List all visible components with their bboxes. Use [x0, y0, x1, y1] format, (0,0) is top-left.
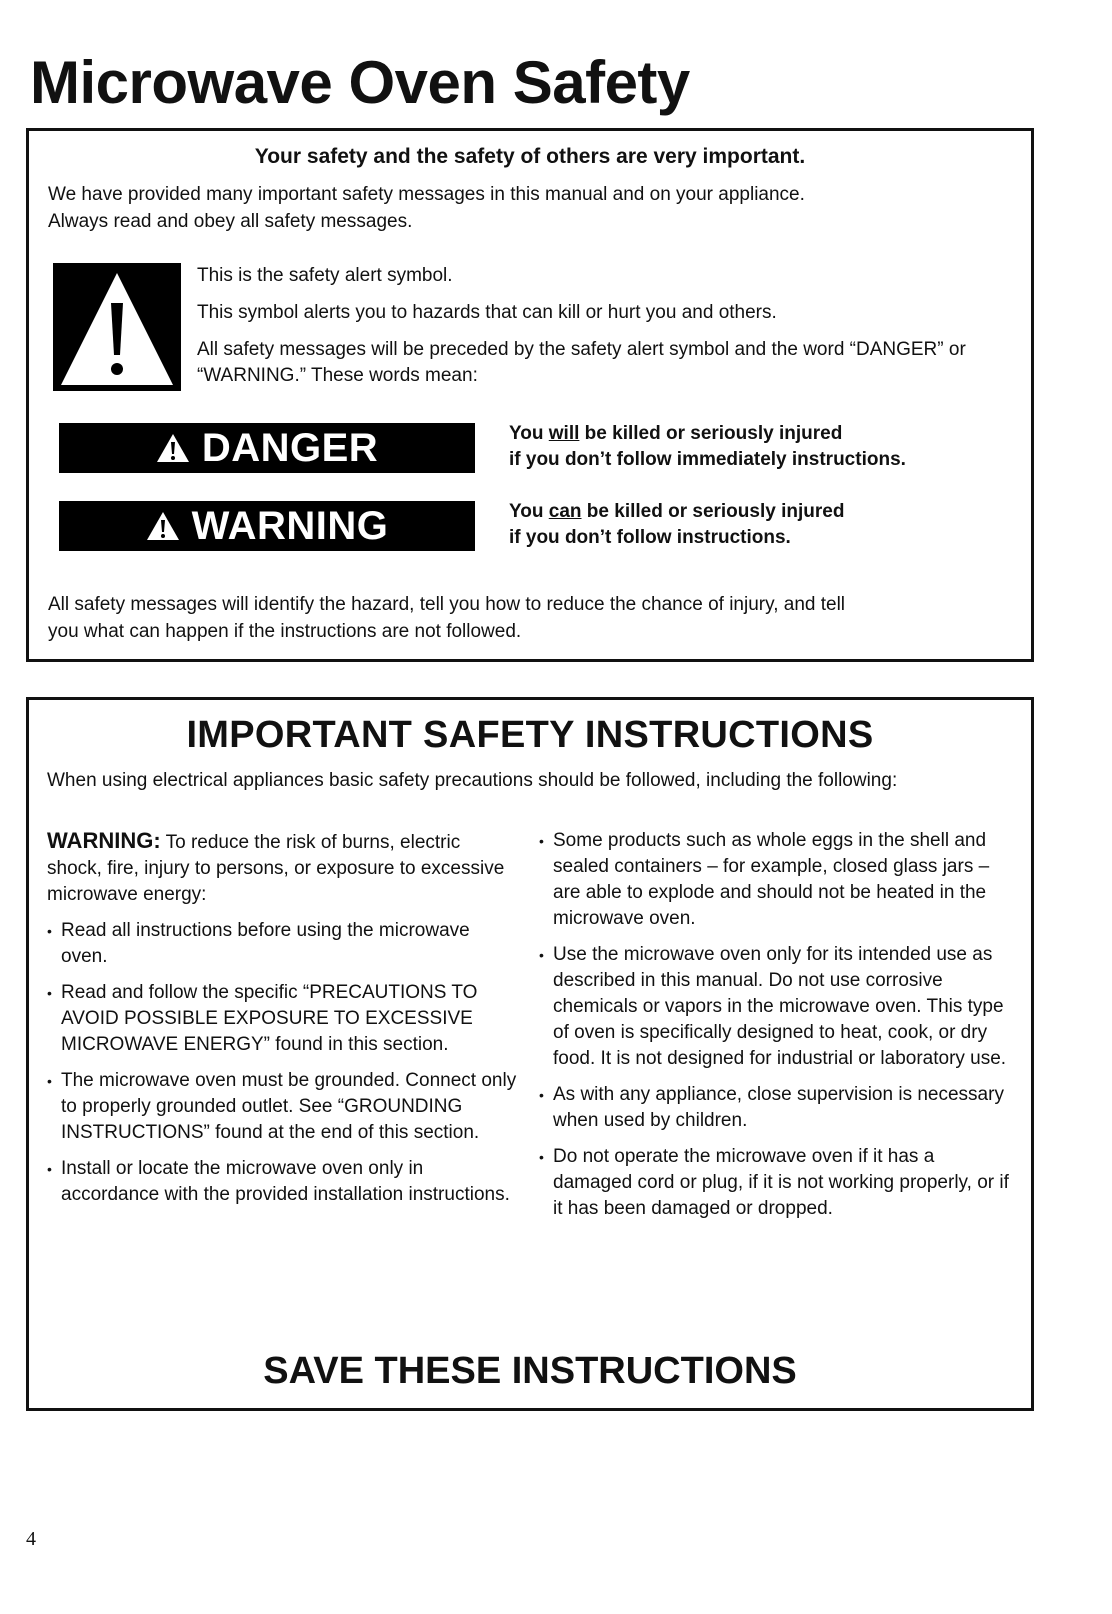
danger-signal-word — [59, 423, 475, 473]
footer-line: All safety messages will identify the hazard, tell you how to reduce the chance of injury, and tell — [48, 594, 846, 615]
alert-symbol-explanation — [197, 263, 997, 400]
safety-message-box — [26, 128, 1034, 662]
footer-line: you what can happen if the instructions are not followed. — [48, 621, 522, 642]
instructions-right-column — [539, 828, 1009, 1232]
instructions-intro: When using electrical appliances basic safety precautions should be followed, including the following: — [47, 770, 898, 791]
warning-description — [509, 499, 1029, 551]
list-item: • Install or locate the microwave oven only in accordance with the provided installation instructions. — [47, 1156, 517, 1208]
list-item: • Read and follow the specific “PRECAUTIONS TO AVOID POSSIBLE EXPOSURE TO EXCESSIVE MICROWAVE ENERGY” found in this section. — [47, 980, 517, 1058]
page-title: Microwave Oven Safety — [30, 49, 690, 116]
list-item: • Do not operate the microwave oven if it has a damaged cord or plug, if it is not working properly, or if it has been damaged or dropped. — [539, 1144, 1009, 1222]
warning-text: You — [509, 501, 549, 522]
safety-box-footer — [48, 591, 1008, 645]
warning-word: WARNING: — [47, 828, 161, 853]
alert-triangle-icon — [156, 433, 190, 463]
instructions-title: IMPORTANT SAFETY INSTRUCTIONS — [186, 714, 874, 756]
list-item: • Some products such as whole eggs in the shell and sealed containers – for example, closed glass jars – are able to explode and should not be heated in the microwave oven. — [539, 828, 1009, 932]
danger-description — [509, 421, 1029, 473]
alert-line: This symbol alerts you to hazards that can kill or hurt you and others. — [197, 302, 777, 323]
alert-line: All safety messages will be preceded by the safety alert symbol and the word “DANGER” or “WARNING.” These words mean: — [197, 339, 966, 386]
danger-text: You — [509, 423, 549, 444]
danger-label: DANGER — [201, 425, 379, 470]
intro-line: We have provided many important safety messages in this manual and on your appliance. — [48, 184, 805, 205]
alert-triangle-icon — [146, 511, 180, 541]
warning-lead — [47, 828, 517, 908]
warning-line2: if you don’t follow instructions. — [509, 527, 791, 548]
warning-text: To reduce the risk of burns, electric shock, fire, injury to persons, or exposure to excessive microwave energy: — [47, 832, 505, 905]
warning-signal-word — [59, 501, 475, 551]
warning-emphasis: can — [548, 501, 582, 522]
list-item: • Use the microwave oven only for its intended use as described in this manual. Do not use corrosive chemicals or vapors in the microwave oven. This type of oven is specifically designed to heat, cook, or dry food. It is not designed for industrial or laboratory use. — [539, 942, 1009, 1072]
danger-emphasis: will — [548, 423, 580, 444]
safety-box-heading: Your safety and the safety of others are very important. — [254, 145, 806, 168]
list-item: • As with any appliance, close supervision is necessary when used by children. — [539, 1082, 1009, 1134]
warning-label: WARNING — [191, 503, 389, 548]
instructions-left-column — [47, 828, 517, 1218]
alert-line: This is the safety alert symbol. — [197, 265, 453, 286]
safety-box-intro — [48, 181, 1008, 235]
list-item: • Read all instructions before using the microwave oven. — [47, 918, 517, 970]
list-item: • The microwave oven must be grounded. Connect only to properly grounded outlet. See “GROUNDING INSTRUCTIONS” found at the end of this section. — [47, 1068, 517, 1146]
warning-text: be killed or seriously injured — [581, 501, 845, 522]
danger-text: be killed or seriously injured — [579, 423, 843, 444]
important-safety-instructions-box — [26, 697, 1034, 1411]
safety-alert-triangle-icon — [53, 263, 181, 391]
danger-line2: if you don’t follow immediately instructions. — [509, 449, 906, 470]
save-instructions-title: SAVE THESE INSTRUCTIONS — [263, 1350, 797, 1392]
intro-line: Always read and obey all safety messages. — [48, 211, 413, 232]
page-number: 4 — [26, 1528, 36, 1550]
